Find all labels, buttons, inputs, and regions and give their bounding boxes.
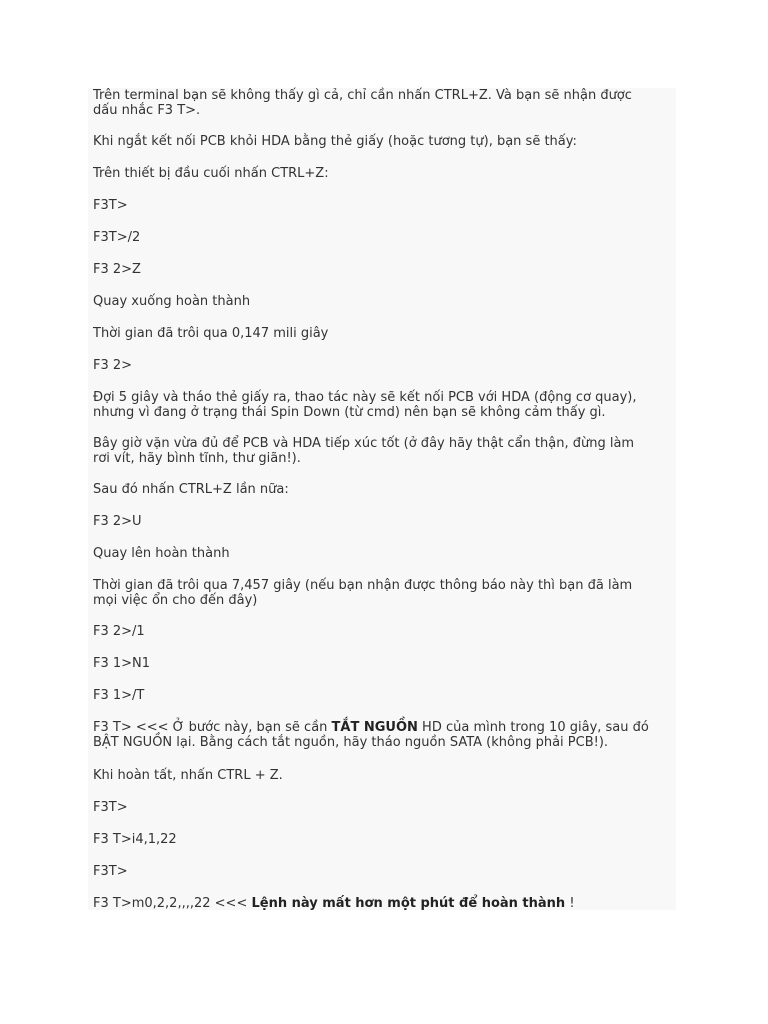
paragraph bbox=[93, 230, 674, 245]
command-line: F3T> bbox=[93, 198, 128, 213]
paragraph bbox=[93, 864, 674, 879]
paragraph bbox=[93, 358, 674, 373]
text-line bbox=[93, 720, 674, 735]
text-line: Trên terminal bạn sẽ không thấy gì cả, chỉ cần nhấn CTRL+Z. Và bạn sẽ nhận được bbox=[93, 88, 632, 103]
command-line: F3 1>/T bbox=[93, 688, 145, 703]
text-line: rơi vít, hãy bình tĩnh, thư giãn!). bbox=[93, 451, 301, 466]
paragraph bbox=[93, 166, 674, 181]
paragraph bbox=[93, 326, 674, 341]
text-line: mọi việc ổn cho đến đây) bbox=[93, 593, 258, 608]
command-line bbox=[93, 896, 674, 911]
command-line: F3 2> bbox=[93, 358, 133, 373]
paragraph bbox=[93, 768, 674, 783]
paragraph bbox=[93, 578, 674, 608]
paragraph bbox=[93, 546, 674, 561]
text-run: F3 T>m0,2,2,,,,22 <<< bbox=[93, 896, 252, 911]
command-line: F3 1>N1 bbox=[93, 656, 151, 671]
text-line: Trên thiết bị đầu cuối nhấn CTRL+Z: bbox=[93, 166, 329, 181]
text-line: Quay lên hoàn thành bbox=[93, 546, 230, 561]
paragraph bbox=[93, 514, 674, 529]
bold-text: Lệnh này mất hơn một phút để hoàn thành bbox=[251, 896, 566, 911]
text-line: Bây giờ vặn vừa đủ để PCB và HDA tiếp xúc tốt (ở đây hãy thật cẩn thận, đừng làm bbox=[93, 436, 635, 451]
command-line: F3T> bbox=[93, 864, 128, 879]
text-line: Khi hoàn tất, nhấn CTRL + Z. bbox=[93, 768, 283, 783]
text-line: nhưng vì đang ở trạng thái Spin Down (từ cmd) nên bạn sẽ không cảm thấy gì. bbox=[93, 405, 606, 420]
text-run: ! bbox=[565, 896, 575, 911]
text-line: Khi ngắt kết nối PCB khỏi HDA bằng thẻ giấy (hoặc tương tự), bạn sẽ thấy: bbox=[93, 134, 577, 149]
paragraph bbox=[93, 656, 674, 671]
text-line: Đợi 5 giây và tháo thẻ giấy ra, thao tác này sẽ kết nối PCB với HDA (động cơ quay), bbox=[93, 390, 637, 405]
document-page bbox=[88, 88, 676, 910]
text-line: dấu nhắc F3 T>. bbox=[93, 103, 201, 118]
paragraph bbox=[93, 800, 674, 815]
command-line: F3T>/2 bbox=[93, 230, 141, 245]
paragraph bbox=[93, 482, 674, 497]
command-line: F3 2>/1 bbox=[93, 624, 145, 639]
text-line: Thời gian đã trôi qua 0,147 mili giây bbox=[93, 326, 329, 341]
paragraph bbox=[93, 896, 674, 911]
paragraph bbox=[93, 688, 674, 703]
paragraph bbox=[93, 624, 674, 639]
text-line: Thời gian đã trôi qua 7,457 giây (nếu bạn nhận được thông báo này thì bạn đã làm bbox=[93, 578, 633, 593]
text-run: HD của mình trong 10 giây, sau đó bbox=[417, 720, 649, 735]
command-line: F3 2>Z bbox=[93, 262, 141, 277]
bold-text: TẮT NGUỒN bbox=[331, 720, 418, 735]
text-line: Sau đó nhấn CTRL+Z lần nữa: bbox=[93, 482, 289, 497]
text-line: BẬT NGUỒN lại. Bằng cách tắt nguồn, hãy tháo nguồn SATA (không phải PCB!). bbox=[93, 735, 609, 750]
paragraph bbox=[93, 390, 674, 420]
paragraph bbox=[93, 198, 674, 213]
command-line: F3 T>i4,1,22 bbox=[93, 832, 177, 847]
paragraph bbox=[93, 88, 674, 118]
paragraph bbox=[93, 720, 674, 750]
text-line: Quay xuống hoàn thành bbox=[93, 294, 251, 309]
command-line: F3 2>U bbox=[93, 514, 142, 529]
paragraph bbox=[93, 262, 674, 277]
command-line: F3T> bbox=[93, 800, 128, 815]
paragraph bbox=[93, 436, 674, 466]
paragraph bbox=[93, 832, 674, 847]
paragraph bbox=[93, 134, 674, 149]
text-run: F3 T> <<< Ở bước này, bạn sẽ cần bbox=[93, 720, 332, 735]
paragraph bbox=[93, 294, 674, 309]
